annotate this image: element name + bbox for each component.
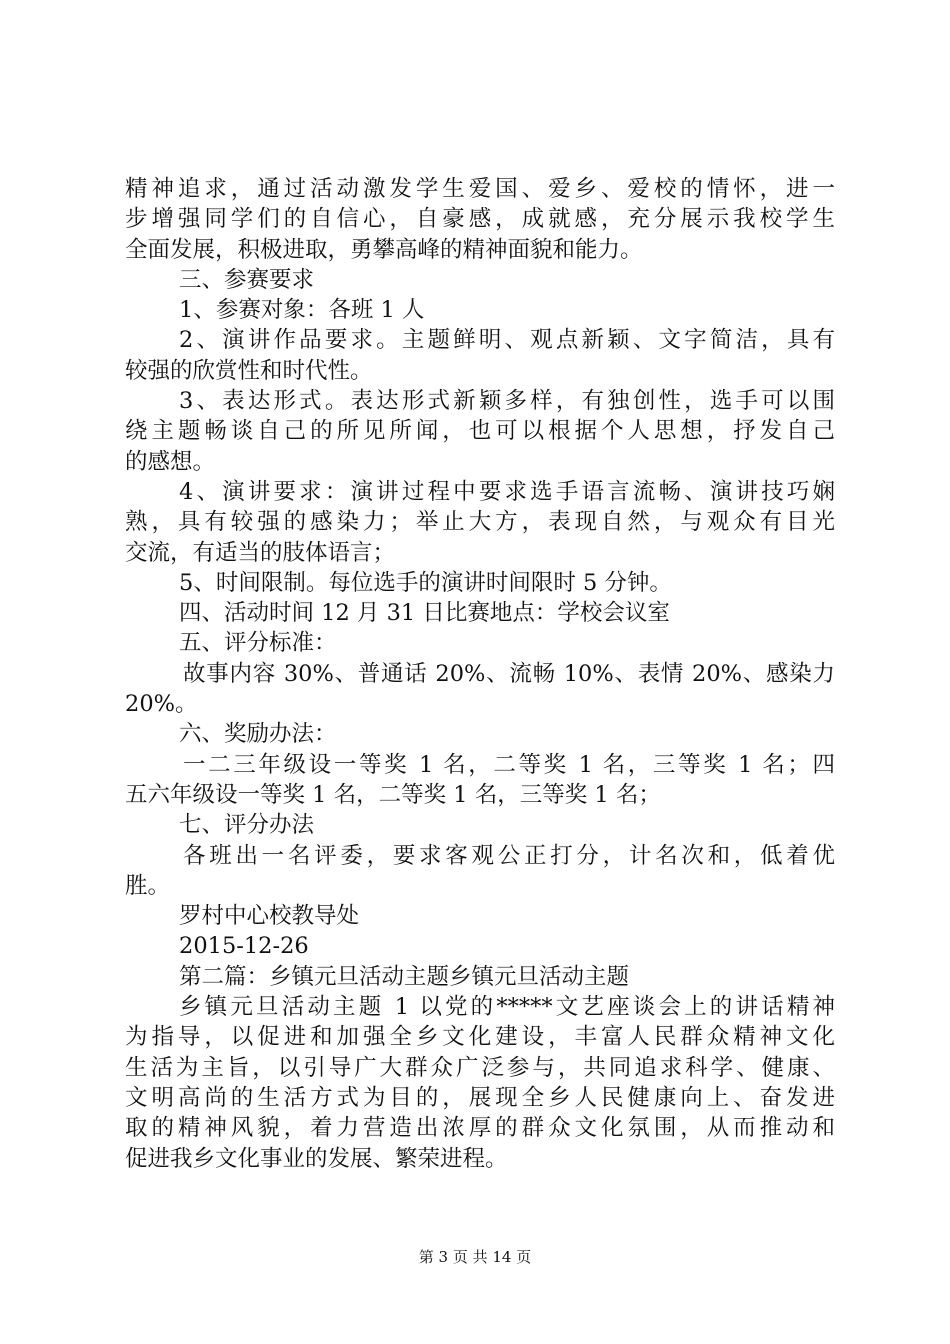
text-line: 3、表达形式。表达形式新颖多样，有独创性，选手可以围: [179, 388, 835, 415]
text-line: 精神追求，通过活动激发学生爱国、爱乡、爱校的情怀，进一: [125, 176, 835, 202]
chapter-title: 第二篇：乡镇元旦活动主题乡镇元旦活动主题: [179, 963, 630, 990]
text-line: 各班出一名评委，要求客观公正打分，计名次和，低着优: [183, 842, 835, 869]
text-line: 胜。: [125, 872, 171, 899]
text-line: 20%。: [125, 691, 198, 718]
page-footer: [0, 1246, 950, 1267]
section-heading: 五、评分标准：: [179, 630, 337, 657]
text-line: 步增强同学们的自信心，自豪感，成就感，充分展示我校学生: [125, 206, 835, 233]
text-line: 取的精神风貌，着力营造出浓厚的群众文化氛围，从而推动和: [125, 1115, 835, 1142]
page-number: 第 3 页 共 14 页: [418, 1248, 532, 1266]
text-line: 促进我乡文化事业的发展、繁荣进程。: [125, 1145, 508, 1172]
text-line: 绕主题畅谈自己的所见所闻，也可以根据个人思想，抒发自己: [125, 418, 835, 445]
text-line: 较强的欣赏性和时代性。: [125, 357, 373, 384]
document-body: [125, 174, 835, 1174]
text-line: 1、参赛对象：各班 1 人: [179, 297, 425, 324]
text-line: 交流，有适当的肢体语言；: [125, 539, 396, 566]
section-heading: 三、参赛要求: [179, 266, 315, 293]
text-line: 文明高尚的生活方式为目的，展现全乡人民健康向上、奋发进: [125, 1084, 835, 1111]
text-line: 乡镇元旦活动主题 1 以党的*****文艺座谈会上的讲话精神: [179, 994, 835, 1021]
text-line: 五六年级设一等奖 1 名，二等奖 1 名，三等奖 1 名；: [125, 781, 661, 808]
text-line: 故事内容 30%、普通话 20%、流畅 10%、表情 20%、感染力: [183, 660, 835, 687]
text-line: 一二三年级设一等奖 1 名，二等奖 1 名，三等奖 1 名；四: [183, 751, 835, 778]
text-line: 熟，具有较强的感染力；举止大方，表现自然，与观众有目光: [125, 509, 835, 536]
text-line: 的感想。: [125, 448, 216, 475]
signature-date: 2015-12-26: [179, 933, 309, 960]
section-heading: 六、奖励办法：: [179, 721, 337, 748]
text-line: 生活为主旨，以引导广大群众广泛参与，共同追求科学、健康、: [125, 1054, 835, 1081]
section-heading: 七、评分办法: [179, 812, 315, 839]
signature-org: 罗村中心校教导处: [179, 903, 360, 930]
section-heading: 四、活动时间 12 月 31 日比赛地点：学校会议室: [179, 600, 670, 627]
text-line: 2、演讲作品要求。主题鲜明、观点新颖、文字简洁，具有: [179, 327, 835, 354]
text-line: 4、演讲要求：演讲过程中要求选手语言流畅、演讲技巧娴: [179, 478, 835, 505]
text-line: 全面发展，积极进取，勇攀高峰的精神面貌和能力。: [125, 236, 643, 263]
text-line: 为指导，以促进和加强全乡文化建设，丰富人民群众精神文化: [125, 1024, 835, 1051]
text-line: 5、时间限制。每位选手的演讲时间限时 5 分钟。: [179, 569, 672, 596]
